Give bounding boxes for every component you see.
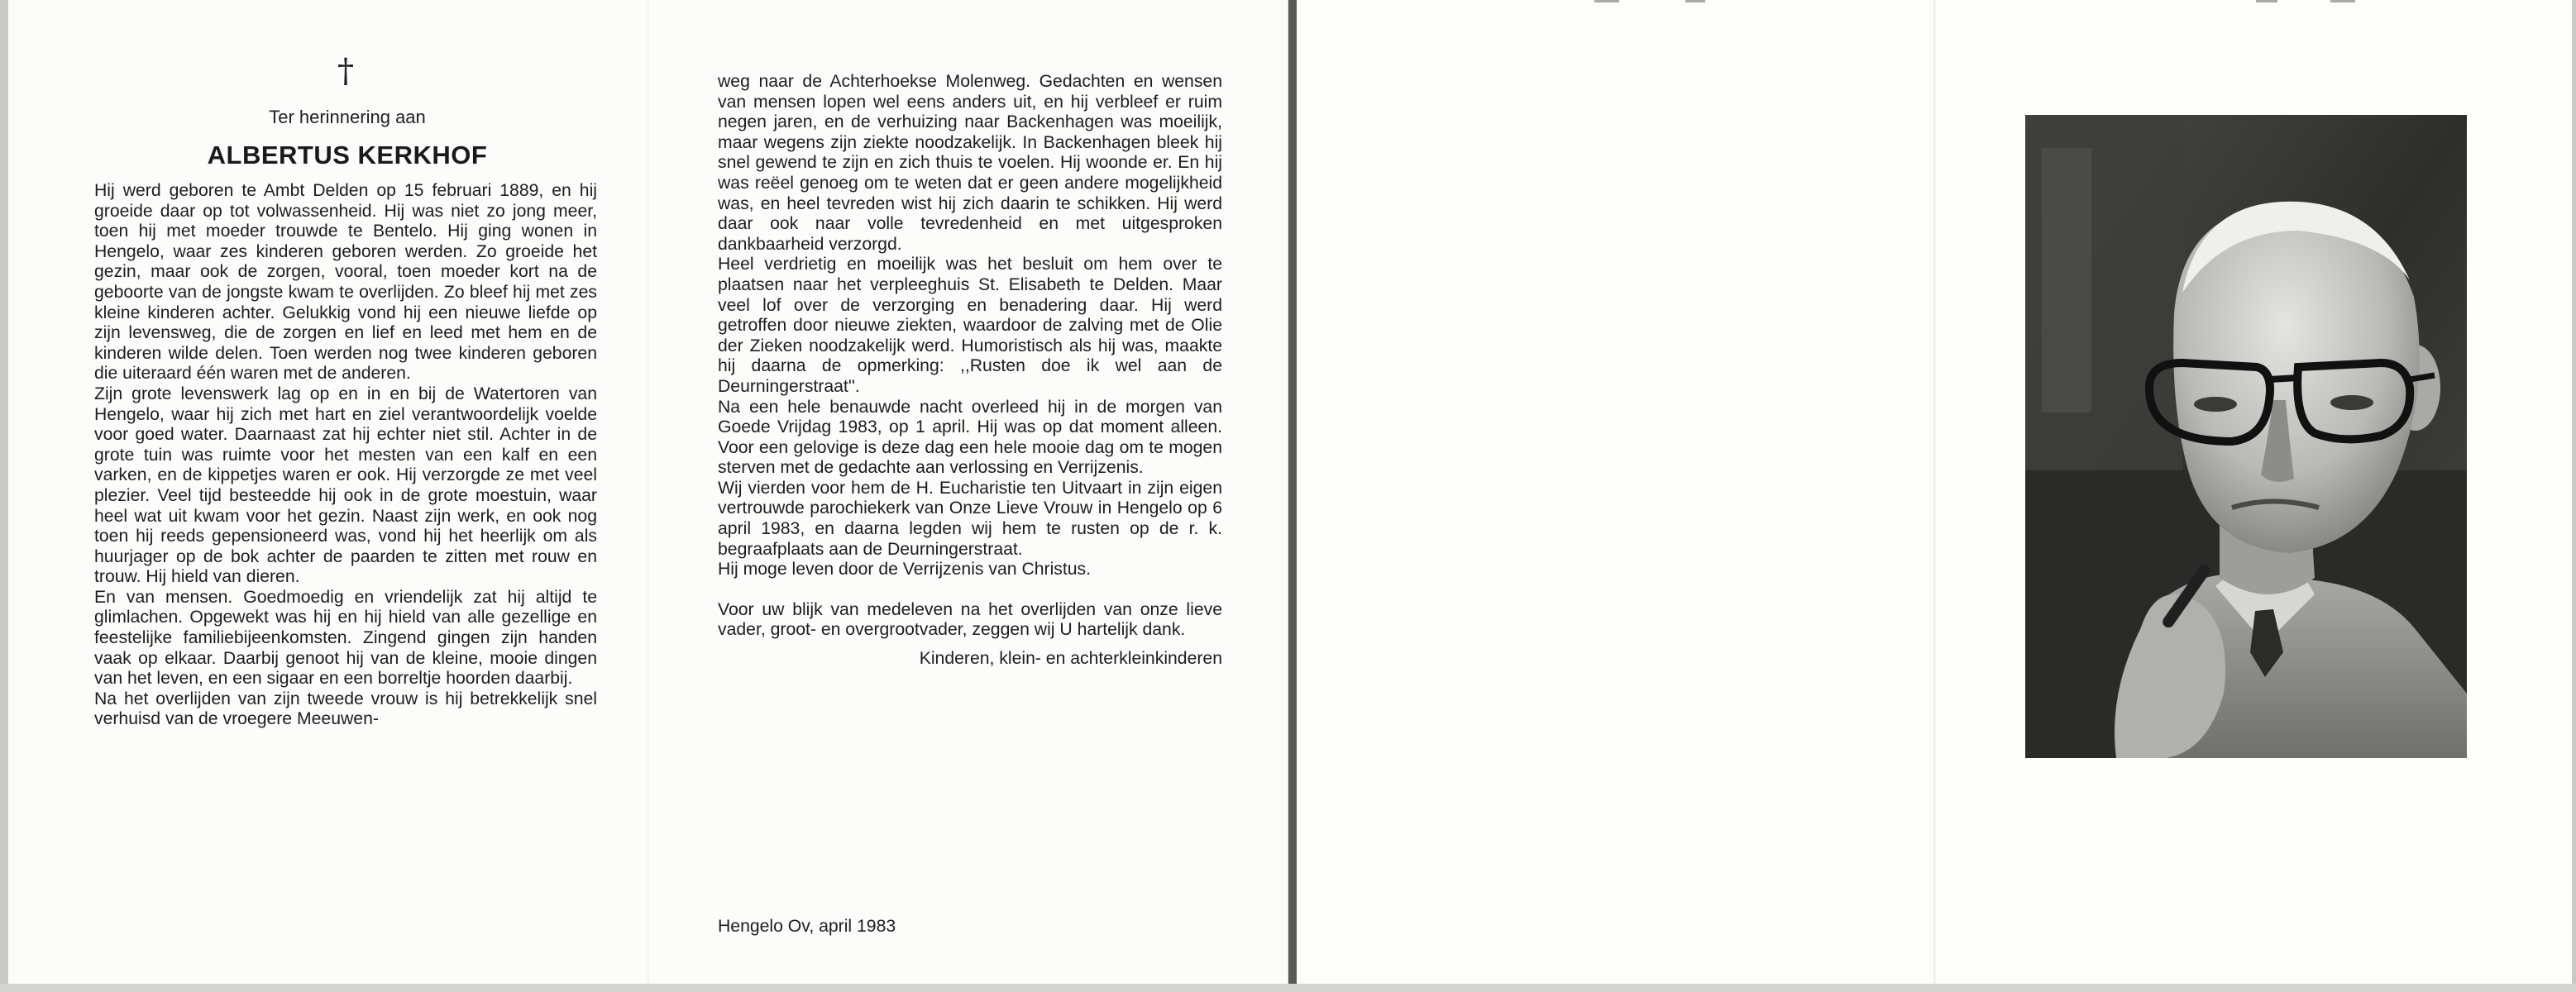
paragraph: En van mensen. Goedmoedig en vriendelijk zat hij altijd te glimlachen. Opgewekt was hij en hij hield van alle gezellige en feestelijke familiebijeenkomsten. Zingend gingen zijn handen vaak op elkaar. Daarbij genoot hij van de kleine, mooie dingen van het leven, en een sigaar en een borreltje hoorden daarbij.	[94, 587, 597, 689]
text-column-right	[718, 72, 1222, 670]
paragraph: Hij moge leven door de Verrijzenis van Christus.	[718, 560, 1092, 579]
paragraph: weg naar de Achterhoekse Molenweg. Gedachten en wensen van mensen lopen wel eens anders uit, en hij verbleef er ruim negen jaren, en de verhuizing naar Backenhagen was moeilijk, maar wegens zijn ziekte noodzakelijk. In Backenhagen bleek hij snel gewend te zijn en zich thuis te voelen. Hij woonde er. En hij was reëel genoeg om te weten dat er geen andere mogelijkheid was, en heel tevreden wist hij zich daarin te schikken. Hij werd daar ook naar volle tevredenheid en met uitgesproken dankbaarheid verzorgd.	[718, 72, 1222, 254]
portrait-icon	[2025, 115, 2467, 758]
paragraph: Wij vierden voor hem de H. Eucharistie ten Uitvaart in zijn eigen vertrouwde parochiekerk van Onze Lieve Vrouw in Hengelo op 6 april 1983, en daarna legden wij hem te rusten op de r. k. begraafplaats aan de Deurningerstraat.	[718, 478, 1222, 559]
portrait-photo	[2025, 115, 2467, 758]
card-inner-spread	[8, 0, 1288, 984]
scan-bottom-edge	[0, 984, 2576, 992]
deceased-name: ALBERTUS KERKHOF	[207, 141, 488, 169]
thanks-text: Voor uw blijk van medeleven na het overlijden van onze lieve vader, groot- en overgrootvader, zeggen wij U hartelijk dank.	[718, 599, 1222, 640]
signature-text: Kinderen, klein- en achterkleinkinderen	[919, 649, 1222, 669]
paragraph: Heel verdrietig en moeilijk was het besluit om hem over te plaatsen naar het verpleeghuis St. Elisabeth te Delden. Maar veel lof over de verzorging en benadering daar. Hij werd getroffen door nieuwe ziekten, waardoor de zalving met de Olie der Zieken noodzakelijk werd. Humoristisch als hij was, maakte hij daarna de opmerking: ,,Rusten doe ik wel aan de Deurningerstraat''.	[718, 255, 1222, 396]
scan-gap	[1288, 0, 1297, 992]
text-column-left	[94, 181, 597, 730]
intro-text: Ter herinnering aan	[269, 107, 426, 127]
fold-line	[648, 0, 649, 984]
paragraph: Na een hele benauwde nacht overleed hij in de morgen van Goede Vrijdag 1983, op 1 april. Hij was op dat moment alleen. Voor een gelovige is deze dag een hele mooie dag om te mogen sterven met de gedachte aan verlossing en Verrijzenis.	[718, 397, 1222, 478]
paragraph: Na het overlijden van zijn tweede vrouw is hij betrekkelijk snel verhuisd van de vroegere Meeuwen-	[94, 689, 597, 729]
paragraph: Zijn grote levenswerk lag op en in en bij de Watertoren van Hengelo, waar hij zich met hart en ziel verantwoordelijk voelde voor goed water. Daarnaast zat hij echter niet stil. Achter in de grote tuin was ruimte voor het mesten van een kalf en een varken, en de kippetjes waren er ook. Hij verzorgde ze met veel plezier. Veel tijd besteedde hij ook in de grote moestuin, waar heel wat uit kwam voor het gezin. Naast zijn werk, en ook nog toen hij reeds gepensioneerd was, vond hij het heerlijk om als huurjager op de bok achter de paarden te zitten met rouw en trouw. Hij hield van dieren.	[94, 384, 597, 587]
fold-line	[1933, 0, 1936, 984]
cross-icon: †	[337, 52, 354, 90]
place-date: Hengelo Ov, april 1983	[718, 917, 896, 936]
paragraph: Hij werd geboren te Ambt Delden op 15 februari 1889, en hij groeide daar op tot volwassenheid. Hij was niet zo jong meer, toen hij met moeder trouwde te Bentelo. Hij ging wonen in Hengelo, waar zes kinderen geboren werden. Zo groeide het gezin, maar ook de zorgen, vooral, toen moeder kort na de geboorte van de jongste kwam te overlijden. Zo bleef hij met zes kleine kinderen achter. Gelukkig vond hij een nieuwe liefde op zijn levensweg, die de zorgen en lief en leed met hem en de kinderen wilde delen. Toen werden nog twee kinderen geboren die uiteraard één waren met de anderen.	[94, 181, 597, 384]
